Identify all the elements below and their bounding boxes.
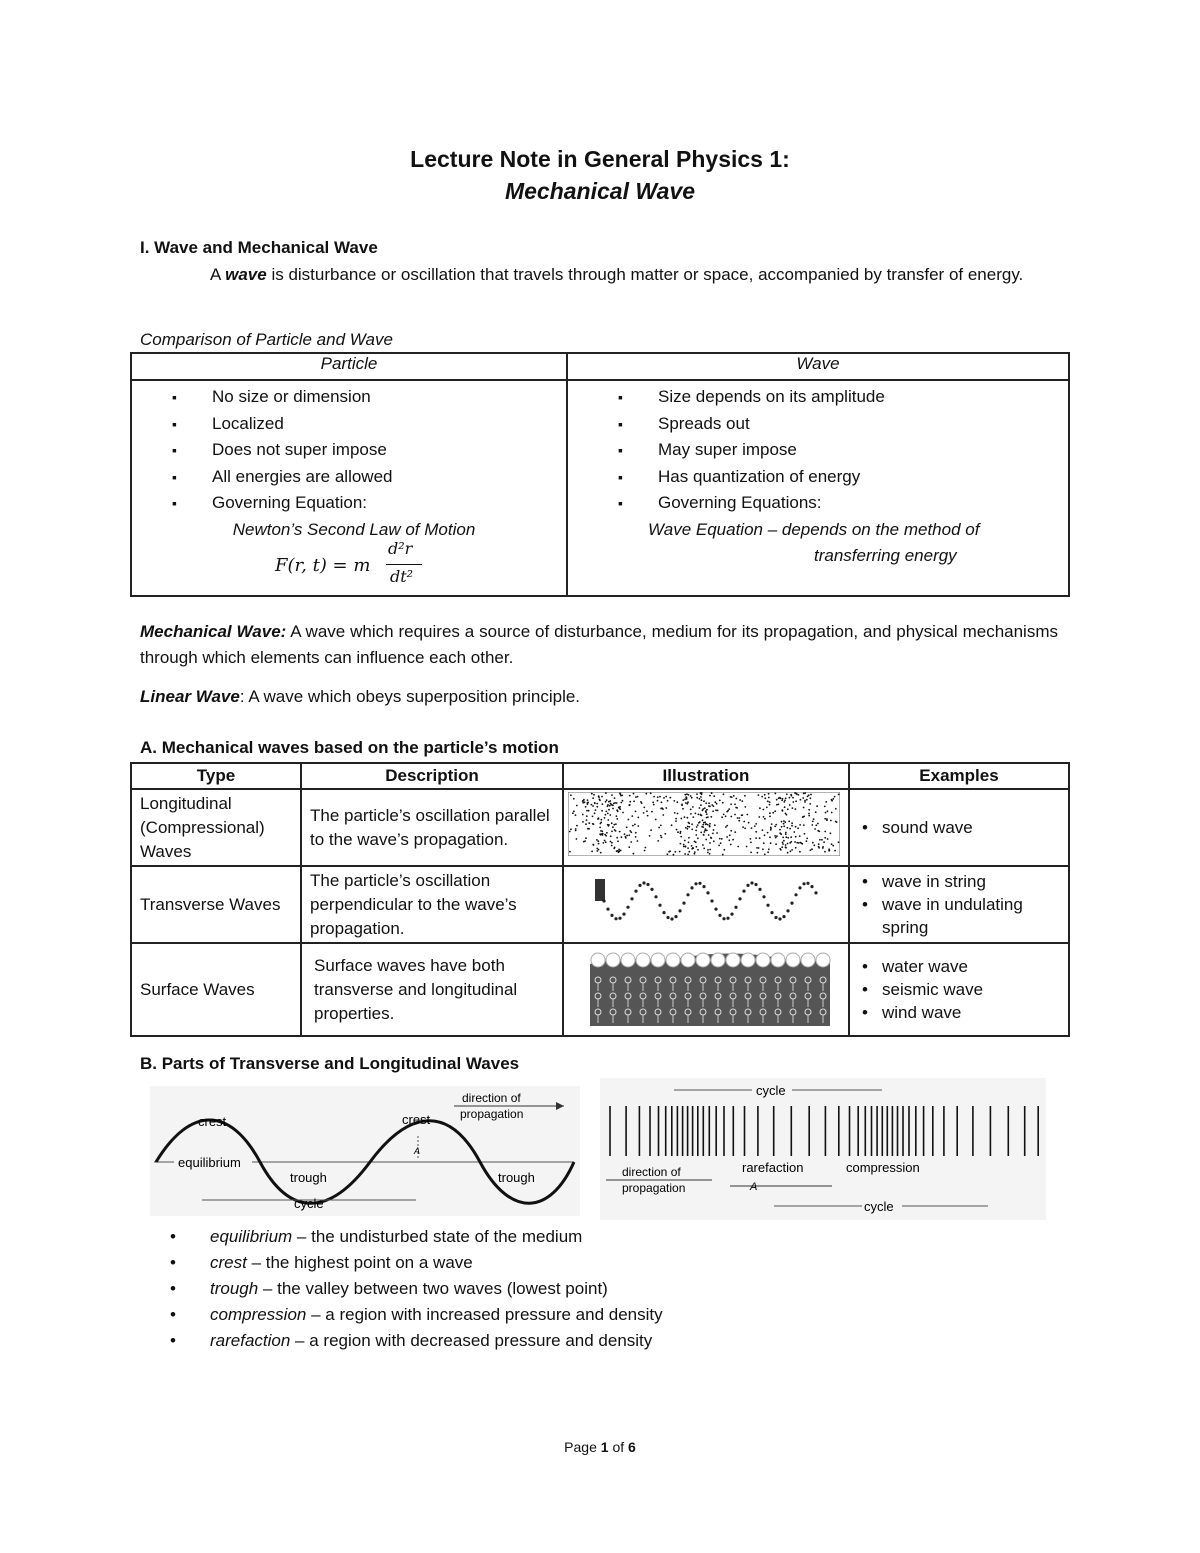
table-row — [131, 866, 1069, 943]
illustration-cell — [563, 789, 849, 866]
list-item: • compression – a region with increased pressure and density — [170, 1302, 663, 1328]
type-header: Type — [131, 763, 301, 789]
table-row — [131, 943, 1069, 1036]
list-item: • crest – the highest point on a wave — [170, 1250, 663, 1276]
examples-cell — [849, 866, 1069, 943]
list-item: ▪ Localized — [172, 411, 566, 438]
crest-label-2: crest — [402, 1112, 431, 1127]
wave-equation-line2: transferring energy — [814, 545, 957, 565]
cycle-top-label: cycle — [756, 1083, 786, 1098]
sectionA-heading: A. Mechanical waves based on the particle’s motion — [140, 738, 559, 757]
transverse-wave-diagram — [150, 1086, 580, 1216]
equation-numerator: d²r — [388, 538, 413, 558]
equation-denominator: dt² — [390, 566, 414, 586]
description-cell: Surface waves have both transverse and longitudinal properties. — [301, 943, 563, 1036]
list-item: ▪ Governing Equations: — [618, 490, 1068, 517]
particle-cell — [131, 380, 567, 596]
list-item: ▪ May super impose — [618, 437, 1068, 464]
cycle-bottom-label: cycle — [864, 1199, 894, 1214]
wave-list — [568, 384, 1068, 517]
sectionB-heading: B. Parts of Transverse and Longitudinal Waves — [140, 1054, 520, 1073]
list-item: • trough – the valley between two waves (lowest point) — [170, 1276, 663, 1302]
direction-label: direction of — [622, 1165, 681, 1179]
crest-label: crest — [198, 1114, 227, 1129]
description-cell: The particle’s oscillation perpendicular to the wave’s propagation. — [301, 866, 563, 943]
trough-label-2: trough — [498, 1170, 535, 1185]
page-number: Page 1 of 6 — [564, 1439, 636, 1455]
particle-header: Particle — [131, 353, 567, 380]
examples-cell — [849, 789, 1069, 866]
direction-label: direction of — [462, 1091, 521, 1105]
list-item: ▪ Governing Equation: — [172, 490, 566, 517]
list-item: ▪ All energies are allowed — [172, 464, 566, 491]
illustration-cell — [563, 943, 849, 1036]
longitudinal-wave-diagram — [600, 1078, 1046, 1220]
examples-header: Examples — [849, 763, 1069, 789]
examples-list — [858, 955, 1060, 1024]
type-cell: Transverse Waves — [131, 866, 301, 943]
list-item: • rarefaction – a region with decreased pressure and density — [170, 1328, 663, 1354]
newton-equation — [132, 538, 566, 595]
illustration-header: Illustration — [563, 763, 849, 789]
examples-list — [858, 816, 1060, 839]
wave-equation-line1: Wave Equation – depends on the method of — [648, 519, 980, 539]
equation-lhs: F(r, t) = m — [275, 554, 371, 576]
list-item: • sound wave — [858, 816, 1060, 839]
list-item: ▪ Spreads out — [618, 411, 1068, 438]
list-item: • seismic wave — [858, 978, 1060, 1001]
equilibrium-label: equilibrium — [178, 1155, 241, 1170]
illustration-cell — [563, 866, 849, 943]
newton-law: Newton’s Second Law of Motion — [232, 519, 476, 539]
table-row — [131, 789, 1069, 866]
type-cell: Surface Waves — [131, 943, 301, 1036]
list-item: ▪ Has quantization of energy — [618, 464, 1068, 491]
cycle-label: cycle — [294, 1196, 324, 1211]
examples-cell — [849, 943, 1069, 1036]
table-caption: Comparison of Particle and Wave — [140, 330, 393, 349]
wave-header: Wave — [567, 353, 1069, 380]
transverse-illustration — [568, 869, 840, 933]
list-item: • wave in string — [858, 870, 1060, 893]
propagation-label: propagation — [460, 1107, 524, 1121]
rarefaction-label: rarefaction — [742, 1160, 804, 1175]
list-item: • wind wave — [858, 1001, 1060, 1024]
examples-list — [858, 870, 1060, 939]
description-cell: The particle’s oscillation parallel to the wave’s propagation. — [301, 789, 563, 866]
type-cell: Longitudinal (Compressional) Waves — [131, 789, 301, 866]
list-item: ▪ Size depends on its amplitude — [618, 384, 1068, 411]
list-item: • water wave — [858, 955, 1060, 978]
mechanical-wave-def: Mechanical Wave: A wave which requires a source of disturbance, medium for its propagation, and physical mechanisms through which elements can influence each other. — [140, 622, 1058, 667]
compression-label: compression — [846, 1160, 920, 1175]
amplitude-label: A — [750, 1181, 758, 1193]
list-item: • equilibrium – the undisturbed state of the medium — [170, 1224, 663, 1250]
list-item: ▪ No size or dimension — [172, 384, 566, 411]
list-item: • wave in undulating spring — [858, 893, 1060, 939]
surface-illustration — [568, 946, 840, 1026]
list-item: ▪ Does not super impose — [172, 437, 566, 464]
trough-label: trough — [290, 1170, 327, 1185]
fraction-bar — [386, 564, 422, 565]
particle-list — [132, 384, 566, 517]
terms-list — [170, 1224, 663, 1354]
comparison-table — [130, 352, 1070, 597]
doc-subtitle: Mechanical Wave — [504, 178, 696, 204]
amplitude-label: A — [414, 1146, 421, 1156]
linear-wave-def: Linear Wave: A wave which obeys superposition principle. — [140, 687, 581, 706]
longitudinal-illustration — [568, 792, 840, 856]
wave-intro: A wave is disturbance or oscillation that travels through matter or space, accompanied by transfer of energy. — [210, 265, 1024, 284]
doc-title: Lecture Note in General Physics 1: — [410, 146, 790, 172]
description-header: Description — [301, 763, 563, 789]
wave-cell — [567, 380, 1069, 596]
section1-heading: I. Wave and Mechanical Wave — [140, 238, 378, 257]
wave-types-table — [130, 762, 1070, 1037]
propagation-label: propagation — [622, 1181, 686, 1195]
